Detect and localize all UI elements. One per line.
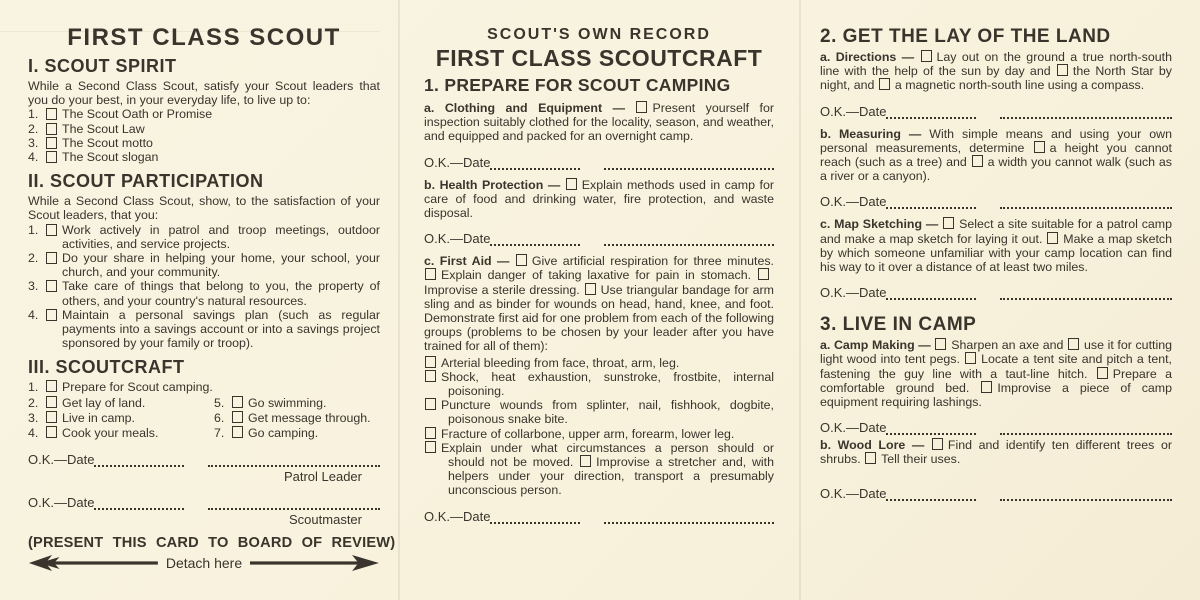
checkbox-icon (46, 151, 57, 163)
date-fill-line (490, 233, 580, 246)
ok-date-row: O.K.—Date (820, 420, 1172, 435)
checkbox-icon (46, 309, 57, 321)
checkbox-icon (46, 224, 57, 236)
checkbox-icon (879, 78, 890, 90)
record-header: SCOUT'S OWN RECORD (487, 26, 711, 43)
checkbox-icon (232, 426, 243, 438)
checklist-row: 1. Prepare for Scout camping. (28, 380, 213, 395)
checkbox-icon (932, 438, 943, 450)
date-fill-line (94, 497, 184, 510)
date-fill-line (886, 196, 976, 209)
fold-line-left (398, 0, 400, 600)
checklist-item: 3. The Scout motto (28, 135, 153, 150)
requirement-camp-making: a. Camp Making — Sharpen an axe and use it for cutting light wood into tent pegs. Locate a tent site and pitch a tent, fastening the guy line with a taut-line hitch. Prepare a comfortable ground bed. Improvise a piece of camp equipment requiring lashings. (820, 338, 1172, 410)
checkbox-icon (1047, 232, 1058, 244)
ok-date-row: O.K.—Date (820, 285, 1172, 300)
signature-line (1000, 422, 1172, 435)
signature-line (604, 233, 774, 246)
section-heading-live-in-camp: 3. LIVE IN CAMP (820, 314, 977, 336)
checkbox-icon (46, 396, 57, 408)
section-heading-scout-spirit: I. SCOUT SPIRIT (28, 56, 177, 76)
first-aid-group: Explain under what circumstances a person should or should not be moved. Improvise a stretcher and, with helpers under your direction, transport a presumably unconscious person. (424, 441, 774, 498)
arrow-tail-icon (28, 553, 158, 573)
date-fill-line (886, 422, 976, 435)
ok-date-row: O.K.—Date (424, 231, 774, 246)
checkbox-icon (425, 427, 436, 439)
section-heading-scout-participation: II. SCOUT PARTICIPATION (28, 171, 264, 192)
checkbox-icon (232, 396, 243, 408)
signature-line (1000, 287, 1172, 300)
first-aid-group: Puncture wounds from splinter, nail, fishhook, dogbite, poisonous snake bite. (424, 398, 774, 426)
ok-date-row: O.K.—Date (820, 104, 1172, 119)
date-fill-line (94, 454, 184, 467)
first-aid-group: Arterial bleeding from face, throat, arm, leg. (424, 356, 774, 370)
checkbox-icon (580, 455, 591, 467)
checklist-item: 1. The Scout Oath or Promise (28, 107, 213, 122)
ok-date-row: O.K.—Date (820, 486, 1172, 501)
requirement-health-protection: b. Health Protection — Explain methods used in camp for care of food and drinking water, fire protection, and waste disposal. (424, 177, 775, 221)
requirement-wood-lore: b. Wood Lore — Find and identify ten different trees or shrubs. Tell their uses. (820, 438, 1172, 467)
date-fill-line (490, 511, 580, 524)
panel-title: FIRST CLASS SCOUT (67, 24, 341, 51)
section-heading-lay-of-land: 2. GET THE LAY OF THE LAND (820, 26, 1111, 47)
checklist-item: 4. Maintain a personal savings plan (such as regular payments into a savings account or into a savings project sponsored by your family or troop). (28, 307, 380, 351)
ok-date-row: O.K.—Date (424, 155, 774, 170)
checkbox-icon (46, 137, 57, 149)
left-panel (28, 24, 396, 573)
checkbox-icon (585, 283, 596, 295)
checkbox-icon (921, 50, 932, 62)
requirement-map-sketching: c. Map Sketching — Select a site suitable for a patrol camp and make a map sketch for laying it out. Make a map sketch by which someone unfamiliar with your camp location can find his way to it over a distance of at least two miles. (820, 217, 1172, 275)
checklist-item: 4. The Scout slogan (28, 150, 159, 165)
checkbox-icon (1068, 338, 1079, 350)
section-heading-prepare-camping: 1. PREPARE FOR SCOUT CAMPING (424, 75, 731, 95)
requirement-measuring: b. Measuring — With simple means and using your own personal measurements, determine a height you cannot reach (such as a tree) and a width you cannot walk (such as a river or a canyon). (820, 126, 1172, 184)
checkbox-icon (865, 452, 876, 464)
checkbox-icon (981, 381, 992, 393)
checkbox-icon (425, 356, 436, 368)
requirement-clothing-equipment: a. Clothing and Equipment — Present yourself for inspection suitably clothed for the locality, season, and weather, and equipped and packed for an overnight camp. (424, 101, 774, 144)
checkbox-icon (46, 380, 57, 392)
checkbox-icon (935, 338, 946, 350)
middle-panel (424, 26, 774, 524)
signature-role: Scoutmaster (289, 512, 362, 528)
checkbox-icon (516, 254, 527, 266)
section-heading-scoutcraft: III. SCOUTCRAFT (28, 357, 185, 378)
checkbox-icon (1034, 141, 1045, 153)
signature-line (1000, 196, 1172, 209)
signature-line (604, 511, 774, 524)
checkbox-icon (1097, 367, 1108, 379)
panel-title: FIRST CLASS SCOUTCRAFT (435, 45, 763, 71)
date-fill-line (886, 287, 976, 300)
checkbox-icon (46, 426, 57, 438)
signature-line (604, 157, 774, 170)
detach-label: Detach here (165, 555, 243, 572)
date-fill-line (886, 106, 976, 119)
checkbox-icon (566, 178, 577, 190)
ok-date-row: O.K.—Date (28, 452, 380, 467)
ok-date-row: O.K.—Date (424, 509, 774, 524)
checklist-item: 2. Do your share in helping your home, your school, your church, and your community. (28, 251, 380, 280)
checkbox-icon (972, 155, 983, 167)
arrow-head-icon (250, 553, 380, 573)
signature-line (208, 454, 380, 467)
checklist-row: 2. Get lay of land. 5. Go swimming. (28, 395, 327, 410)
first-aid-group: Shock, heat exhaustion, sunstroke, frostbite, internal poisoning. (424, 370, 774, 398)
board-of-review-note: (PRESENT THIS CARD TO BOARD OF REVIEW) (28, 535, 396, 552)
section-intro: While a Second Class Scout, show, to the satisfaction of your Scout leaders, that you: (28, 194, 380, 223)
ok-date-row: O.K.—Date (820, 194, 1172, 209)
date-fill-line (886, 488, 976, 501)
requirement-first-aid: c. First Aid — Give artificial respiration for three minutes. Explain danger of taking laxative for pain in stomach. Improvise a sterile dressing. Use triangular bandage for arm sling and as binder for wounds on head, hand, knee, and foot. Demonstrate first aid for one problem from each of the following groups (problems to be chosen by your leader after you have trained for all of them): (424, 254, 775, 354)
checkbox-icon (46, 123, 57, 135)
checklist-item: 2. The Scout Law (28, 121, 145, 136)
checkbox-icon (943, 217, 954, 229)
checklist-row: 4. Cook your meals. 7. Go camping. (28, 426, 319, 441)
checkbox-icon (1057, 64, 1068, 76)
signature-line (1000, 106, 1172, 119)
date-fill-line (490, 157, 580, 170)
checkbox-icon (46, 411, 57, 423)
checkbox-icon (46, 252, 57, 264)
detach-line (28, 553, 380, 573)
fold-line-right (799, 0, 801, 600)
checklist-row: 3. Live in camp. 6. Get message through. (28, 410, 371, 425)
checkbox-icon (46, 280, 57, 292)
checkbox-icon (425, 441, 436, 453)
signature-role: Patrol Leader (283, 469, 362, 485)
signature-line (208, 497, 380, 510)
first-aid-group: Fracture of collarbone, upper arm, forearm, lower leg. (424, 427, 774, 441)
ok-date-row: O.K.—Date (28, 495, 380, 510)
checkbox-icon (46, 108, 57, 120)
signature-line (1000, 488, 1172, 501)
checkbox-icon (636, 101, 647, 113)
section-intro: While a Second Class Scout, satisfy your Scout leaders that you do your best, in your everyday life, to live up to: (28, 79, 380, 108)
checkbox-icon (965, 352, 976, 364)
requirement-directions: a. Directions — Lay out on the ground a true north-south line with the help of the sun by day and the North Star by night, and a magnetic north-south line using a compass. (820, 50, 1172, 93)
checklist-item: 3. Take care of things that belong to you, the property of others, and your country's natural resources. (28, 279, 380, 308)
checkbox-icon (425, 268, 436, 280)
checkbox-icon (425, 398, 436, 410)
checkbox-icon (425, 370, 436, 382)
checklist-item: 1. Work actively in patrol and troop meetings, outdoor activities, and service projects. (28, 222, 380, 251)
checkbox-icon (232, 411, 243, 423)
checkbox-icon (758, 268, 769, 280)
right-panel (820, 26, 1172, 501)
